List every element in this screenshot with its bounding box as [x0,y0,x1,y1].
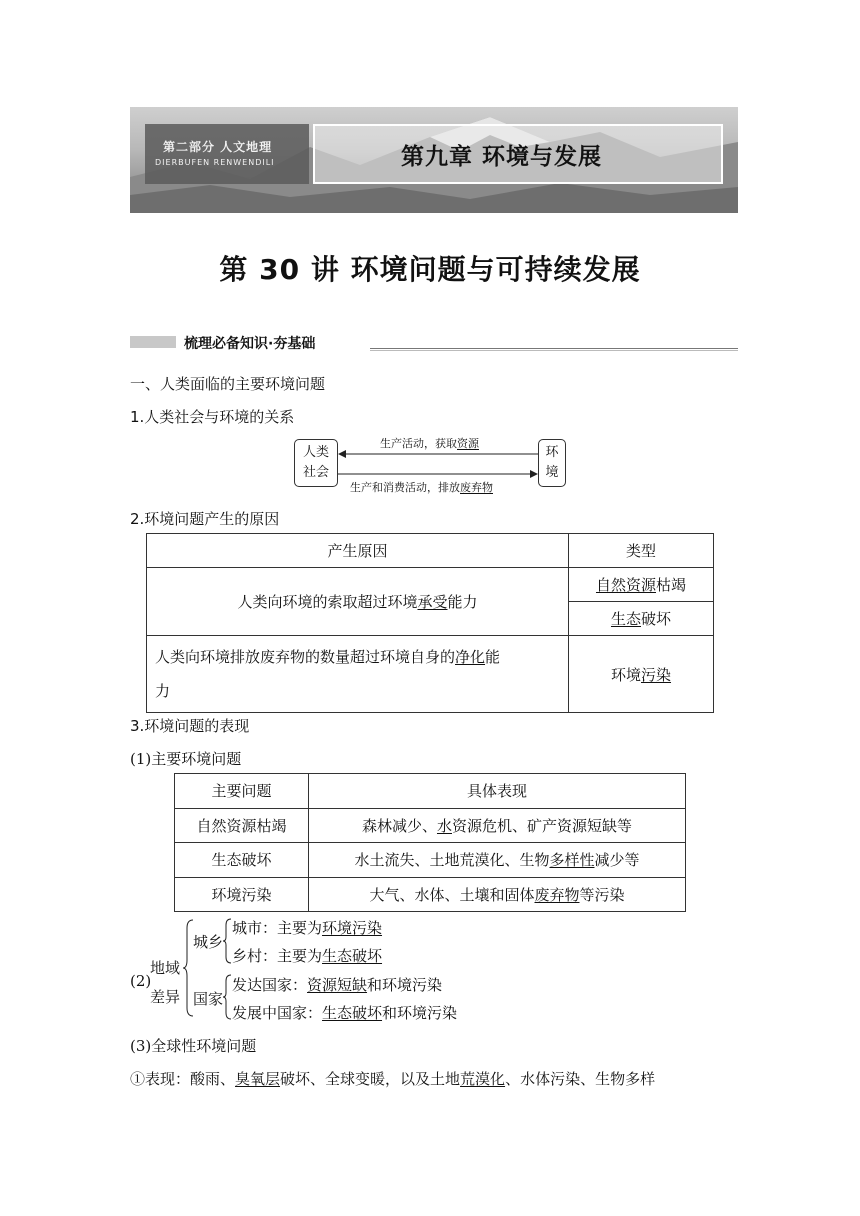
human-society-line2: 社会 [302,465,329,480]
environment-box [538,439,566,487]
type-cell-2 [569,602,714,636]
environment-line1: 环 [545,445,559,460]
r3-underlined: 废弃物 [534,885,580,904]
cause-table [146,533,714,713]
cause1-prefix: 人类向环境的索取超过环境 [237,593,418,611]
chapter-title: 第九章 环境与发展 [401,144,603,170]
global-underlined-2: 荒漠化 [460,1070,506,1088]
developing-line [232,1002,457,1023]
subheading-2: 2.环境问题产生的原因 [130,510,280,528]
top-arrow-label [380,435,479,451]
developed-line [232,974,442,995]
problems-table [174,773,686,912]
regional-label-1: 地域 [150,959,181,977]
relationship-diagram [294,437,566,494]
table-row [147,568,714,602]
section-header [130,333,738,353]
r1-underlined: 水 [436,816,452,835]
table-row [175,808,686,843]
group-country: 国家 [193,990,224,1008]
bottom-arrow-underlined: 废弃物 [460,481,493,494]
type-cell-3 [569,636,714,713]
chapter-box [313,124,723,184]
cause-cell-2 [147,636,569,713]
city-underlined: 环境污染 [322,919,383,937]
r3-prefix: 大气、水体、土壤和固体 [369,885,535,904]
section-marker [130,336,176,348]
subheading-3-3: (3)全球性环境问题 [130,1037,257,1055]
part-label-box [145,124,309,184]
cause-cell-1 [147,568,569,636]
cause2-line2: 力 [155,682,171,700]
type-cell-1 [569,568,714,602]
type1-underlined: 自然资源 [595,576,656,594]
lesson-title: 第 30 讲 环境问题与可持续发展 [219,253,641,286]
header-manifestation: 具体表现 [309,774,686,809]
table-header-row [175,774,686,809]
r1-suffix: 资源危机、矿产资源短缺等 [452,816,633,835]
global-underlined-1: 臭氧层 [235,1070,281,1088]
chapter-banner [130,107,738,213]
rural-prefix: 乡村：主要为 [232,947,323,965]
header-cause: 产生原因 [147,534,569,568]
type3-underlined: 污染 [641,665,672,684]
environment-line2: 境 [545,465,559,480]
cause1-suffix: 能力 [447,593,478,611]
section-divider [370,348,738,351]
table-row [175,843,686,878]
developing-suffix: 和环境污染 [382,1004,458,1022]
subheading-1: 1.人类社会与环境的关系 [130,408,295,426]
r2-prefix: 水土流失、土地荒漠化、生物 [354,851,550,870]
rural-underlined: 生态破坏 [322,947,383,965]
manifestation-cell [309,843,686,878]
regional-label-2: 差异 [150,988,181,1006]
table-row [175,877,686,912]
type3-prefix: 环境 [610,665,641,684]
part-pinyin: DIERBUFEN RENWENDILI [155,158,275,167]
group-urban-rural: 城乡 [193,933,224,951]
top-arrow-prefix: 生产活动，获取 [380,437,457,450]
heading-1: 一、人类面临的主要环境问题 [130,375,326,393]
problem-cell: 环境污染 [175,877,309,912]
global-mid: 破坏、全球变暖，以及土地 [280,1070,461,1088]
developed-prefix: 发达国家： [232,976,308,994]
developing-underlined: 生态破坏 [322,1004,383,1022]
problem-cell: 自然资源枯竭 [175,808,309,843]
bottom-arrow-prefix: 生产和消费活动，排放 [350,481,460,494]
city-prefix: 城市：主要为 [232,919,323,937]
r2-suffix: 减少等 [594,851,640,870]
header-problem: 主要问题 [175,774,309,809]
human-society-line1: 人类 [302,445,329,460]
r1-prefix: 森林减少、 [361,816,437,835]
header-type: 类型 [569,534,714,568]
human-society-box [294,439,338,487]
arrow-right-icon [530,470,538,478]
type1-suffix: 枯竭 [656,576,687,594]
arrow-left-icon [338,450,346,458]
developing-prefix: 发展中国家： [232,1004,323,1022]
cause2-prefix: 人类向环境排放废弃物的数量超过环境自身的 [155,648,456,666]
regional-number: (2) [130,972,152,990]
global-suffix: 、水体污染、生物多样 [505,1070,656,1088]
global-problems-line [130,1068,655,1089]
manifestation-cell [309,808,686,843]
manifestation-cell [309,877,686,912]
cause2-underlined: 净化 [455,648,486,666]
part-label: 第二部分 人文地理 [163,140,273,154]
global-prefix: ①表现：酸雨、 [130,1070,236,1088]
section-label: 梳理必备知识·夯基础 [184,336,316,352]
r3-suffix: 等污染 [579,885,625,904]
rural-line [232,945,382,966]
subheading-3: 3.环境问题的表现 [130,717,250,735]
bottom-arrow-label [350,479,493,495]
city-line [232,917,382,938]
type2-suffix: 破坏 [641,610,672,628]
problem-cell: 生态破坏 [175,843,309,878]
cause1-underlined: 承受 [417,593,448,611]
developed-underlined: 资源短缺 [307,976,368,994]
developed-suffix: 和环境污染 [367,976,443,994]
type2-underlined: 生态 [610,610,641,628]
subheading-3-1: (1)主要环境问题 [130,750,242,768]
cause2-suffix: 能 [485,648,501,666]
r2-underlined: 多样性 [549,851,595,870]
table-row [147,636,714,713]
top-arrow-underlined: 资源 [457,437,479,450]
table-header-row [147,534,714,568]
